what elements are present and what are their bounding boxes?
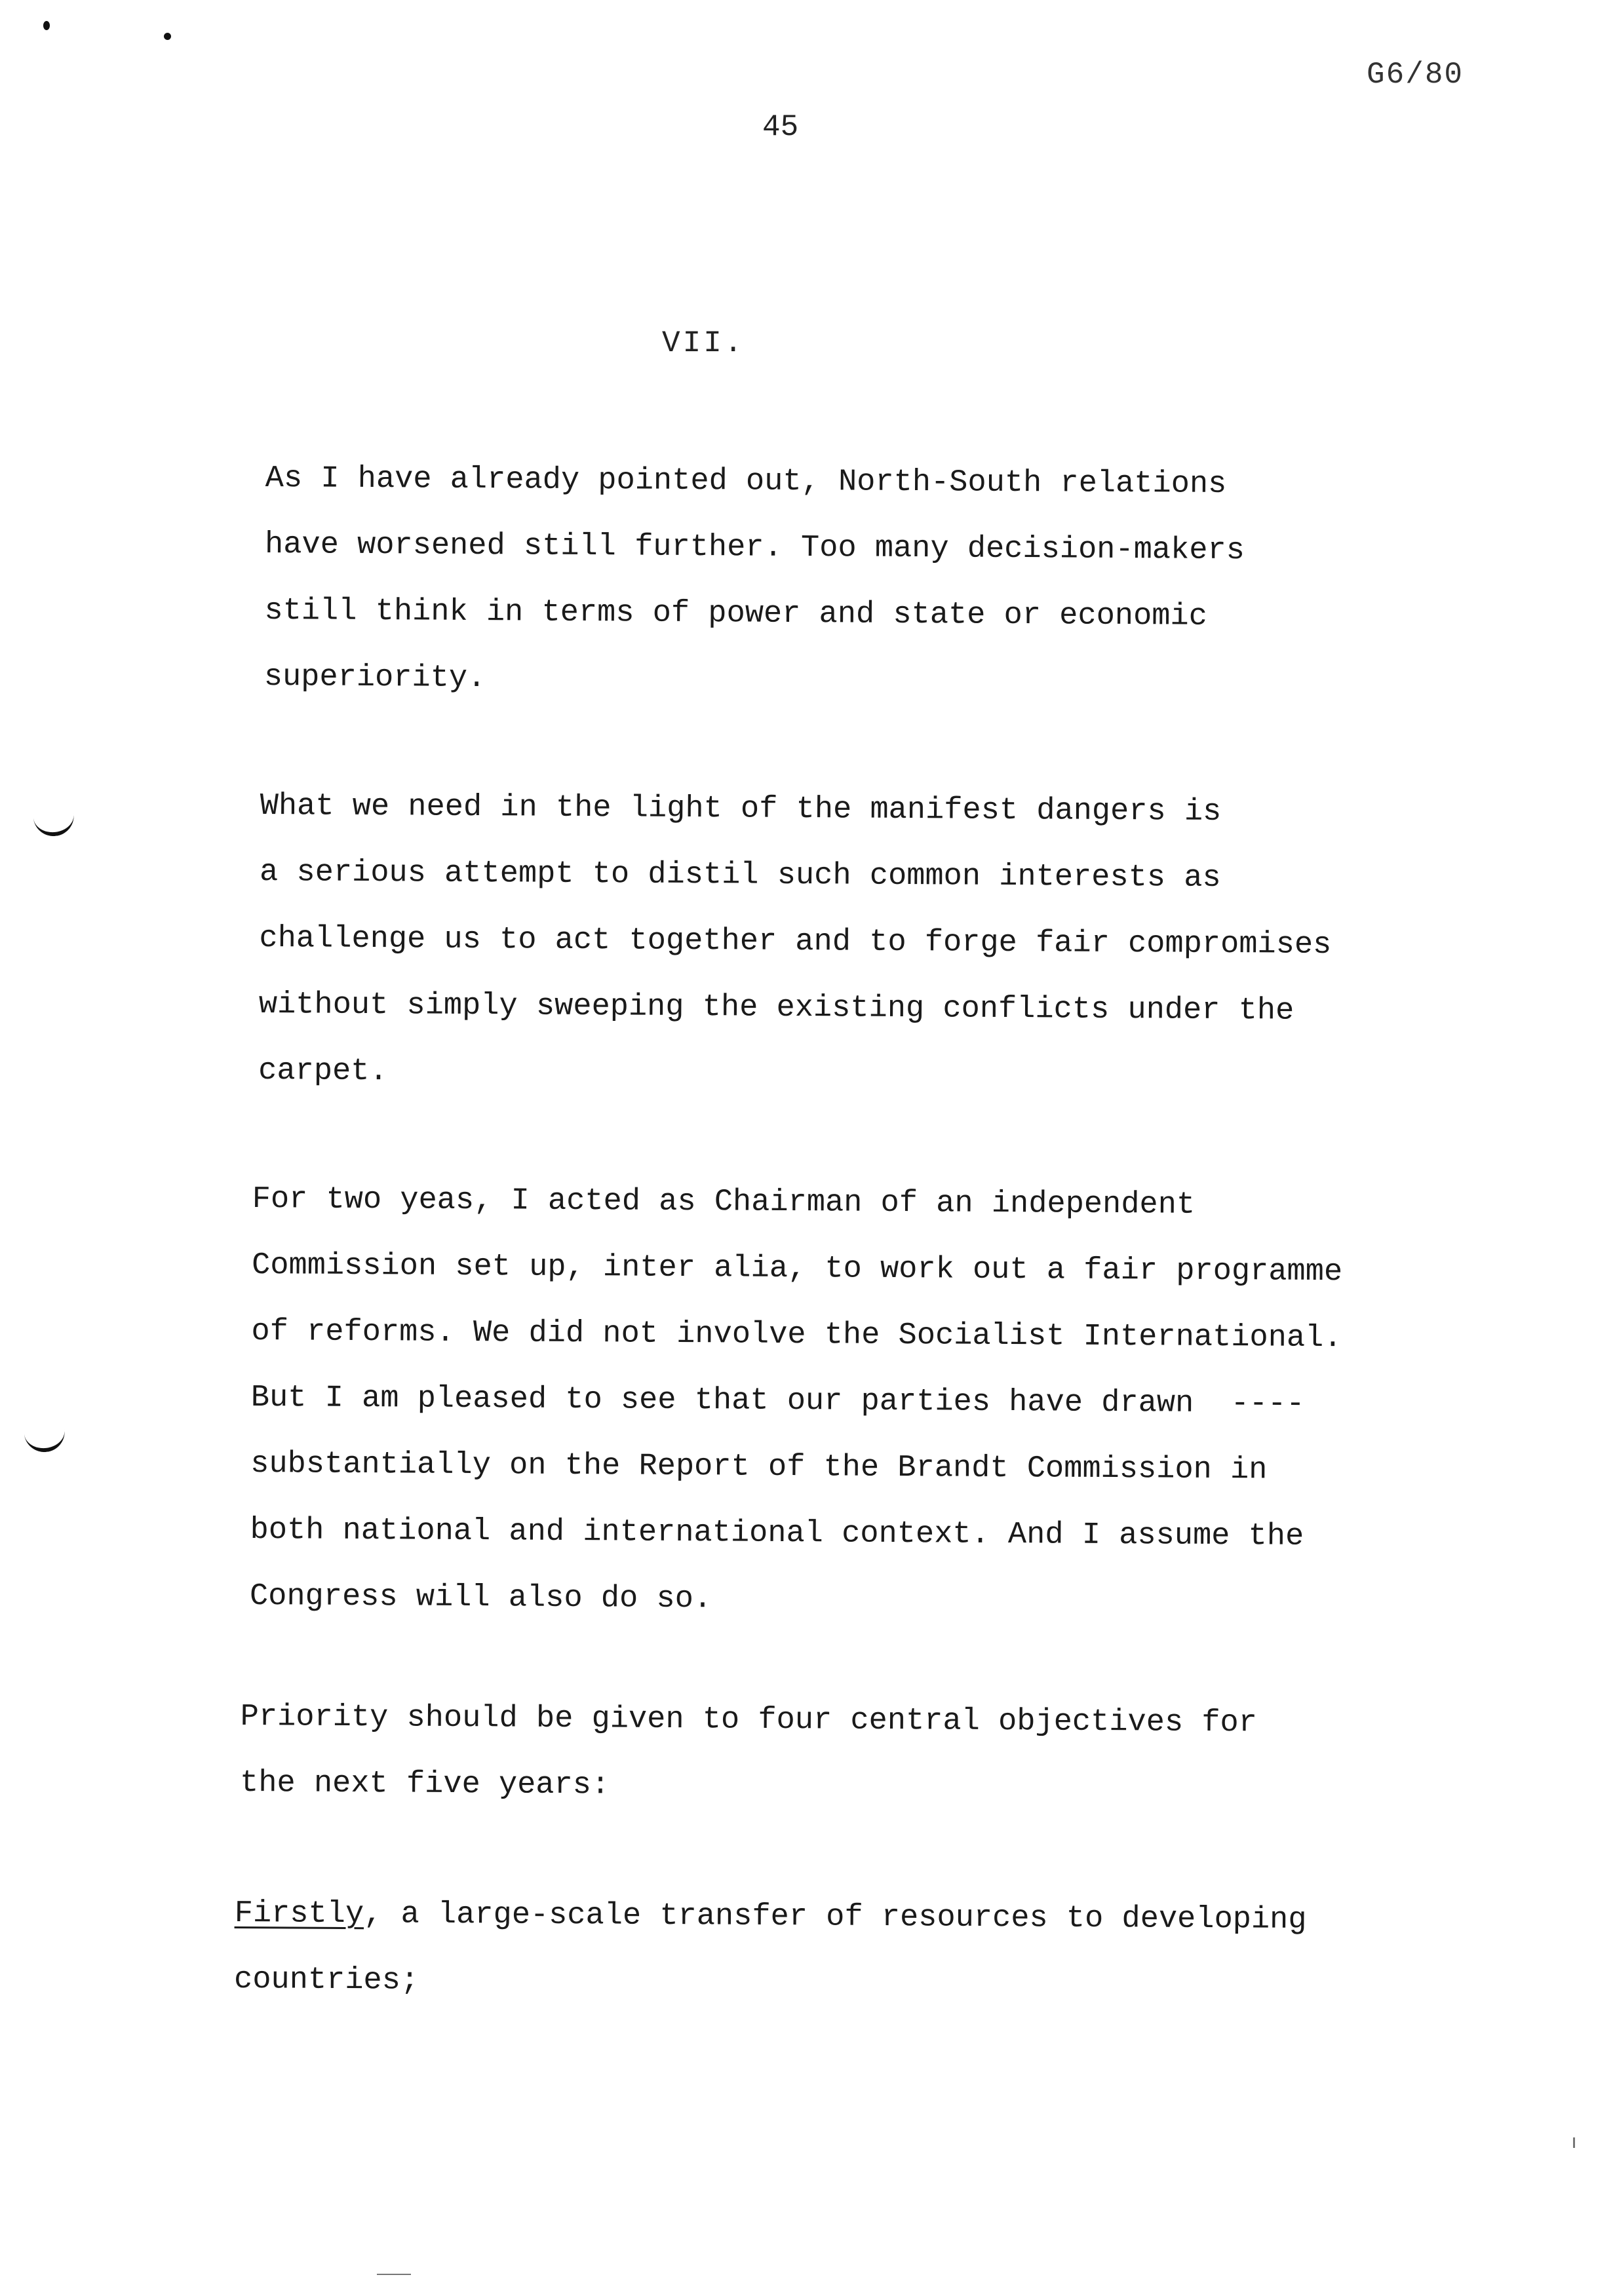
scan-mark-top-left-2 xyxy=(164,33,171,40)
paragraph-line: of reforms. We did not involve the Socialist International. xyxy=(251,1314,1342,1356)
emphasis-firstly: Firstly xyxy=(234,1896,364,1932)
paragraph-line: Congress will also do so. xyxy=(249,1578,712,1617)
paragraph-line: But I am pleased to see that our parties have drawn ---- xyxy=(250,1380,1305,1422)
paragraph-line: the next five years: xyxy=(239,1765,610,1803)
paragraph-line: Commission set up, inter alia, to work out a fair programme xyxy=(251,1248,1343,1290)
page-number: 45 xyxy=(762,110,799,144)
paragraph-line: challenge us to act together and to forge fair compromises xyxy=(259,921,1332,963)
scan-speck xyxy=(1573,2137,1575,2148)
paragraph-line: Priority should be given to four central objectives for xyxy=(240,1699,1258,1741)
paragraph-line-rest: , a large-scale transfer of resources to developing xyxy=(363,1897,1307,1938)
paragraph-line: have worsened still further. Too many decision-makers xyxy=(264,527,1245,569)
scan-speck-bottom xyxy=(377,2274,411,2275)
paragraph-line: substantially on the Report of the Brandt Commission in xyxy=(250,1446,1268,1488)
paragraph-4 xyxy=(240,1684,1420,1824)
paragraph-5 xyxy=(234,1881,1414,2020)
punch-hole-mark-lower xyxy=(24,1426,66,1454)
paragraph-line xyxy=(234,1881,1414,1954)
paragraph-line: both national and international context. And I assume the xyxy=(250,1512,1304,1554)
paragraph-line: still think in terms of power and state or economic xyxy=(264,593,1208,634)
paragraph-1 xyxy=(264,446,1445,718)
paragraph-line: carpet. xyxy=(258,1053,388,1090)
paragraph-line: As I have already pointed out, North-South relations xyxy=(265,461,1227,502)
paragraph-line: For two yeas, I acted as Chairman of an independent xyxy=(252,1181,1196,1223)
section-heading: VII. xyxy=(662,326,745,360)
paragraph-line: a serious attempt to distil such common interests as xyxy=(259,854,1221,896)
punch-hole-mark-upper xyxy=(33,811,75,838)
scan-mark-top-left xyxy=(43,21,50,30)
paragraph-line: without simply sweeping the existing conflicts under the xyxy=(258,987,1294,1029)
paragraph-line: What we need in the light of the manifest dangers is xyxy=(260,788,1222,830)
paragraph-3 xyxy=(250,1166,1432,1637)
paragraph-2 xyxy=(258,773,1440,1111)
document-reference: G6/80 xyxy=(1367,58,1464,92)
paragraph-line: countries; xyxy=(233,1962,419,1999)
paragraph-line: superiority. xyxy=(263,659,486,697)
